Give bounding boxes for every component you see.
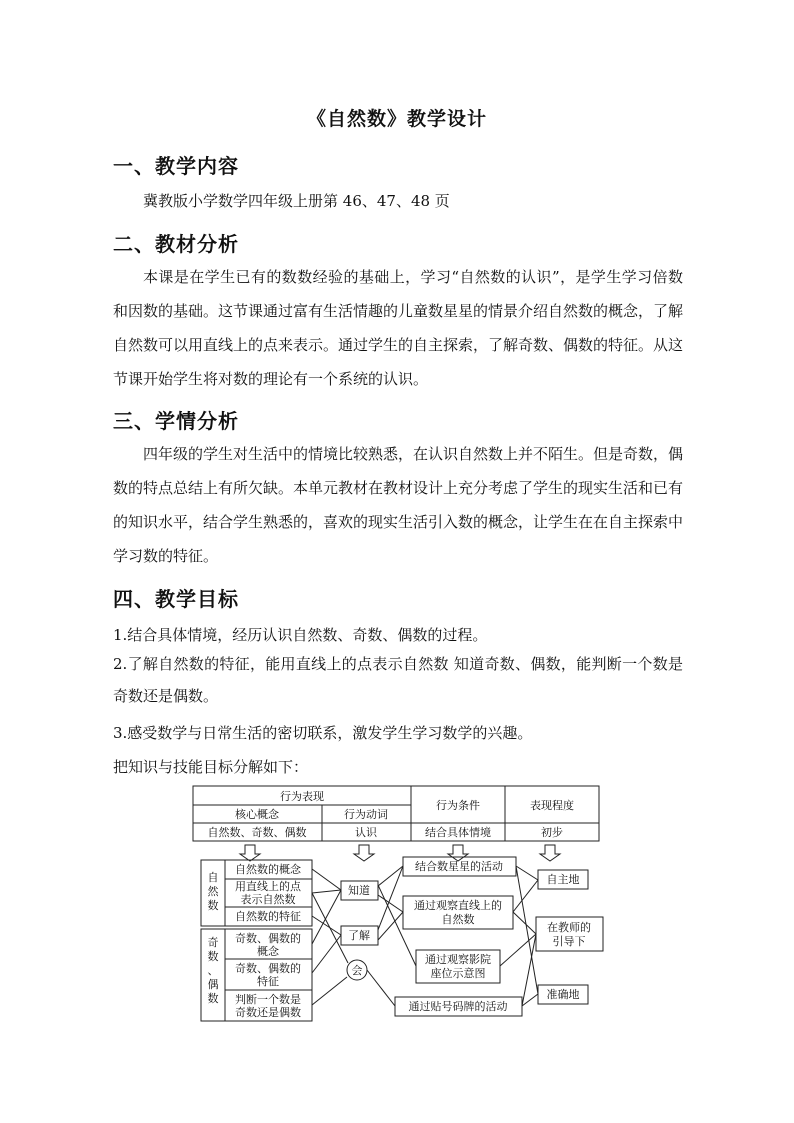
document-title: 《自然数》教学设计: [306, 108, 487, 130]
verb-can: 会: [351, 964, 363, 977]
learners-paragraph: 四年级的学生对生活中的情境比较熟悉，在认识自然数上并不陌生。但是奇数，偶数的特点总结上有所欠缺。本单元教材在教材设计上充分考虑了学生的现实生活和已有的知识水平，结合学生熟悉的，喜欢的现实生活引入数的概念，让学生在在自主探索中学习数的特征。: [113, 445, 684, 565]
goals-intro: 把知识与技能目标分解如下：: [113, 758, 309, 776]
header-condition-value: 结合具体情境: [425, 826, 491, 839]
goal-item-1: 1.结合具体情境，经历认识自然数、奇数、偶数的过程。: [113, 626, 488, 644]
condition-number-cards: 通过贴号码牌的活动: [408, 1000, 508, 1013]
down-arrow-icon: [354, 845, 374, 861]
down-arrow-icon: [448, 845, 468, 861]
header-core: 核心概念: [235, 808, 279, 821]
concept-judge-1: 判断一个数是: [235, 993, 301, 1006]
degree-guided-2: 引导下: [552, 935, 586, 948]
degree-guided-1: 在教师的: [547, 921, 591, 934]
degree-independent: 自主地: [546, 873, 580, 886]
verb-know: 知道: [348, 884, 370, 897]
section-heading-content: 一、教学内容: [113, 154, 239, 178]
header-verb-value: 认识: [355, 826, 377, 839]
down-arrow-icon: [240, 845, 260, 861]
content-line: 冀教版小学数学四年级上册第 46、47、48 页: [143, 192, 450, 210]
condition-stars: 结合数星星的活动: [415, 860, 503, 873]
concept-odd-even-feature-1: 奇数、偶数的: [235, 962, 301, 975]
group-label-natural: 自然数: [207, 871, 219, 912]
concept-odd-even-feature-2: 特征: [257, 975, 279, 988]
concept-point-line-1: 用直线上的点: [235, 880, 301, 893]
condition-line-2: 自然数: [441, 913, 475, 926]
header-behavior: 行为表现: [280, 790, 324, 803]
section-heading-analysis: 二、教材分析: [113, 232, 239, 256]
concept-judge-2: 奇数还是偶数: [235, 1006, 301, 1019]
group-label-odd-even: 奇数、偶数: [207, 936, 219, 1005]
condition-cinema-2: 座位示意图: [430, 967, 486, 980]
down-arrow-icon: [540, 845, 560, 861]
verb-understand: 了解: [348, 929, 370, 942]
concept-odd-even-def-1: 奇数、偶数的: [235, 932, 301, 945]
concept-natural-definition: 自然数的概念: [235, 863, 301, 876]
analysis-paragraph: 本课是在学生已有的数数经验的基础上，学习“自然数的认识”，是学生学习倍数和因数的基础。这节课通过富有生活情趣的儿童数星星的情景介绍自然数的概念，了解自然数可以用直线上的点来表示。通过学生的自主探索，了解奇数、偶数的特征。从这节课开始学生将对数的理论有一个系统的认识。: [113, 268, 684, 388]
header-table-frame: [193, 786, 599, 841]
condition-line-1: 通过观察直线上的: [414, 899, 502, 912]
condition-cinema-1: 通过观察影院: [425, 953, 491, 966]
goal-item-2: 2.了解自然数的特征，能用直线上的点表示自然数 知道奇数、偶数，能判断一个数是奇数还是偶数。: [113, 655, 683, 705]
header-condition: 行为条件: [436, 799, 480, 812]
goal-item-3: 3.感受数学与日常生活的密切联系，激发学生学习数学的兴趣。: [113, 724, 533, 742]
section-heading-learners: 三、学情分析: [113, 409, 239, 433]
header-core-value: 自然数、奇数、偶数: [207, 826, 307, 839]
section-heading-goals: 四、教学目标: [113, 587, 239, 611]
concept-point-line-2: 表示自然数: [240, 893, 296, 906]
concept-odd-even-def-2: 概念: [257, 945, 279, 958]
degree-accurate: 准确地: [546, 988, 580, 1001]
concept-natural-feature: 自然数的特征: [235, 910, 301, 923]
header-degree-value: 初步: [541, 826, 563, 839]
header-degree: 表现程度: [530, 799, 574, 812]
header-verb: 行为动词: [344, 808, 388, 821]
